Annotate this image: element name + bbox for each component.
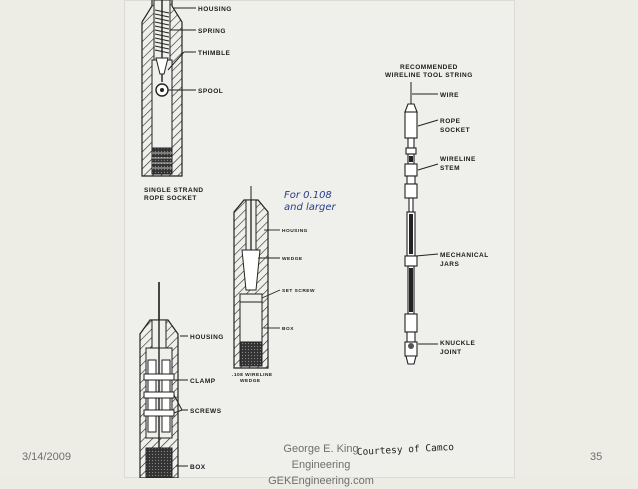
wireline-tool-string <box>385 64 489 364</box>
caption-rope-socket: ROPE SOCKET <box>144 195 197 202</box>
label-screws: SCREWS <box>190 408 222 415</box>
handwritten-note-line1: For 0.108 <box>284 190 332 201</box>
label-mechanical: MECHANICAL <box>440 252 489 259</box>
label-clamp-housing: HOUSING <box>190 334 224 341</box>
label-set-screw: SET SCREW <box>282 289 316 294</box>
label-spring: SPRING <box>198 28 226 35</box>
label-stem: STEM <box>440 165 461 172</box>
label-housing: HOUSING <box>198 6 232 13</box>
label-rope: ROPE <box>440 118 461 125</box>
label-wedge: WEDGE <box>282 257 303 262</box>
footer-date: 3/14/2009 <box>22 451 71 463</box>
label-clamp-box: BOX <box>190 464 206 471</box>
handwritten-note-line2: and larger <box>284 202 336 213</box>
label-joint: JOINT <box>440 349 462 356</box>
label-wedge-housing: HOUSING <box>282 229 308 234</box>
single-strand-rope-socket <box>142 0 232 202</box>
footer-author-site: GEKEngineering.com <box>268 475 374 487</box>
caption-wedge-size: .108 WIRELINE <box>232 373 273 378</box>
page-number: 35 <box>590 451 603 463</box>
wedge-rope-socket <box>232 186 337 384</box>
label-clamp: CLAMP <box>190 378 216 385</box>
label-jars: JARS <box>440 261 460 268</box>
label-wireline: WIRELINE <box>440 156 476 163</box>
label-rope-socket-line2: SOCKET <box>440 127 471 134</box>
tool-string-title-line2: WIRELINE TOOL STRING <box>385 72 473 79</box>
scanned-figure <box>124 0 515 478</box>
footer-author <box>256 441 386 489</box>
tool-string-title-line1: RECOMMENDED <box>400 64 458 71</box>
label-thimble: THIMBLE <box>198 50 231 57</box>
label-wedge-box: BOX <box>282 327 294 332</box>
caption-single-strand: SINGLE STRAND <box>144 187 204 194</box>
clamp-rope-socket <box>140 282 224 478</box>
rope-socket-diagrams <box>124 0 515 478</box>
credit-stamp: Courtesy of Camco <box>356 441 455 458</box>
footer-author-name: George E. King Engineering <box>283 443 359 471</box>
label-spool: SPOOL <box>198 88 224 95</box>
label-wire: WIRE <box>440 92 459 99</box>
caption-wedge: WEDGE <box>240 379 261 384</box>
label-knuckle: KNUCKLE <box>440 340 476 347</box>
